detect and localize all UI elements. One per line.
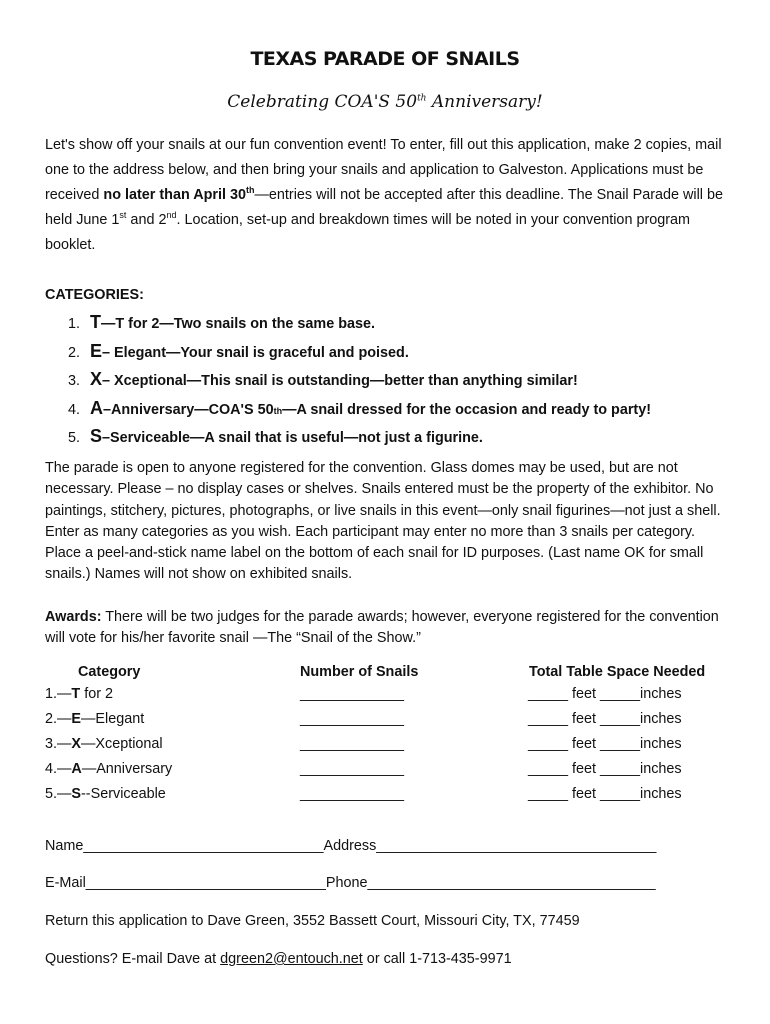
row-letter: A xyxy=(71,761,82,777)
header-space: Total Table Space Needed xyxy=(529,664,706,680)
category-number: 1. xyxy=(68,316,81,332)
row-number: 5.— xyxy=(45,786,72,802)
category-letter: S xyxy=(90,426,103,446)
row-letter: X xyxy=(71,736,82,752)
table-row xyxy=(45,686,735,711)
table-space-field[interactable]: _____ feet _____inches xyxy=(528,736,682,752)
contact-email-link[interactable]: dgreen2@entouch.net xyxy=(220,951,363,967)
row-category xyxy=(45,686,113,702)
snail-count-field[interactable]: _____________ xyxy=(300,761,405,777)
table-space-field[interactable]: _____ feet _____inches xyxy=(528,686,682,702)
awards-text: There will be two judges for the parade awards; however, everyone registered for the convention will vote for his/her favorite snail —The “Snail of the Show.” xyxy=(45,609,719,647)
questions-phone: or call 1-713-435-9971 xyxy=(362,951,512,967)
row-number: 3.— xyxy=(45,736,72,752)
header-category: Category xyxy=(78,664,141,680)
questions-line xyxy=(45,951,512,967)
name-field[interactable]: Name______________________________ xyxy=(45,838,324,854)
table-header xyxy=(45,664,735,686)
category-letter: T xyxy=(90,312,101,332)
rules-paragraph: The parade is open to anyone registered for the convention. Glass domes may be used, but are not necessary. Please – no display cases or shelves. Snails entered must be the property of the exhibitor. No paintings, stitchery, pictures, photographs, or live snails in this event—only snail figurines—not just a shell. Enter as many categories as you wish. Each participant may enter no more than 3 snails per category. Place a peel-and-stick name label on the bottom of each snail for ID purposes. (Last name OK for small snails.) Names will not show on exhibited snails. xyxy=(45,460,721,583)
row-name: --Serviceable xyxy=(81,786,166,802)
row-name: —Elegant xyxy=(81,711,145,727)
header-number: Number of Snails xyxy=(300,664,419,680)
table-row xyxy=(45,711,735,736)
category-letter: A xyxy=(90,397,103,418)
intro-text-3: and 2 xyxy=(126,212,167,228)
category-number: 3. xyxy=(68,373,81,389)
row-name: —Anniversary xyxy=(81,761,173,777)
intro-sup-1: st xyxy=(119,210,127,221)
address-field[interactable]: Address___________________________________ xyxy=(323,838,657,854)
page-title: TEXAS PARADE OF SNAILS xyxy=(250,48,520,70)
intro-paragraph xyxy=(45,133,727,258)
category-text: – Xceptional—This snail is outstanding—better than anything similar! xyxy=(102,373,578,389)
category-item xyxy=(68,341,748,370)
intro-deadline: no later than April 30 xyxy=(103,187,247,203)
page-subtitle xyxy=(0,92,770,112)
intro-text-2: —entries will not be accepted after this deadline. The Snail Parade will be held June 1 xyxy=(45,187,724,228)
table-row xyxy=(45,786,735,811)
row-letter: S xyxy=(71,786,82,802)
category-number: 5. xyxy=(68,430,81,446)
snail-count-field[interactable]: _____________ xyxy=(300,786,405,802)
email-field[interactable]: E-Mail______________________________ xyxy=(45,875,326,891)
category-text: –Serviceable—A snail that is useful—not just a figurine. xyxy=(102,430,483,446)
categories-list xyxy=(68,312,748,455)
intro-text-4: . Location, set-up and breakdown times will be noted in your convention program booklet. xyxy=(45,212,691,253)
category-text-rest: —A snail dressed for the occasion and ready to party! xyxy=(282,401,652,418)
row-category xyxy=(45,761,172,777)
name-address-line xyxy=(45,838,735,854)
questions-text: Questions? E-mail Dave at xyxy=(45,951,221,967)
category-item: 4. A –Anniversary—COA'S 50 th —A snail dressed for the occasion and ready to party! xyxy=(68,397,652,418)
category-letter: E xyxy=(90,340,103,361)
subtitle-text-end: Anniversary! xyxy=(426,92,543,112)
intro-sup-2: nd xyxy=(166,210,177,221)
table-space-field[interactable]: _____ feet _____inches xyxy=(528,786,682,802)
row-category xyxy=(45,786,166,802)
category-letter: X xyxy=(90,369,103,389)
row-number: 1.— xyxy=(45,686,72,702)
categories-heading: CATEGORIES: xyxy=(45,287,144,303)
snail-count-field[interactable]: _____________ xyxy=(300,711,405,727)
awards-paragraph xyxy=(45,607,727,650)
category-item xyxy=(68,426,748,455)
row-category xyxy=(45,711,144,727)
table-row xyxy=(45,736,735,761)
category-text: –Anniversary—COA'S 50 xyxy=(103,401,274,418)
category-item xyxy=(68,312,748,341)
phone-field[interactable]: Phone____________________________________ xyxy=(325,875,656,891)
row-name: —Xceptional xyxy=(81,736,163,752)
category-text: —T for 2—Two snails on the same base. xyxy=(101,316,376,332)
category-text: – Elegant—Your snail is graceful and poised. xyxy=(102,344,409,361)
subtitle-text: Celebrating COA'S 50 xyxy=(227,92,418,112)
intro-text-1: Let's show off your snails at our fun convention event! To enter, fill out this application, make 2 copies, mail one to the address below, and then bring your snails and application to Galveston. Applications must be received xyxy=(45,137,722,203)
snail-count-field[interactable]: _____________ xyxy=(300,736,405,752)
table-row xyxy=(45,761,735,786)
row-name: for 2 xyxy=(80,686,113,702)
row-number: 4.— xyxy=(45,761,72,777)
table-space-field[interactable]: _____ feet _____inches xyxy=(528,761,682,777)
row-letter: E xyxy=(71,711,82,727)
row-number: 2.— xyxy=(45,711,72,727)
category-number: 2. xyxy=(68,344,81,361)
category-number: 4. xyxy=(68,401,81,418)
row-letter: T xyxy=(71,686,81,702)
snail-count-field[interactable]: _____________ xyxy=(300,686,405,702)
return-instructions: Return this application to Dave Green, 3552 Bassett Court, Missouri City, TX, 77459 xyxy=(45,913,580,929)
email-phone-line xyxy=(45,875,735,891)
awards-label: Awards: xyxy=(45,609,102,625)
table-space-field[interactable]: _____ feet _____inches xyxy=(528,711,682,727)
entry-table xyxy=(45,664,735,811)
subtitle-sup: th xyxy=(417,93,427,104)
category-item xyxy=(68,369,748,398)
row-category xyxy=(45,736,163,752)
intro-deadline-sup: th xyxy=(246,185,255,196)
